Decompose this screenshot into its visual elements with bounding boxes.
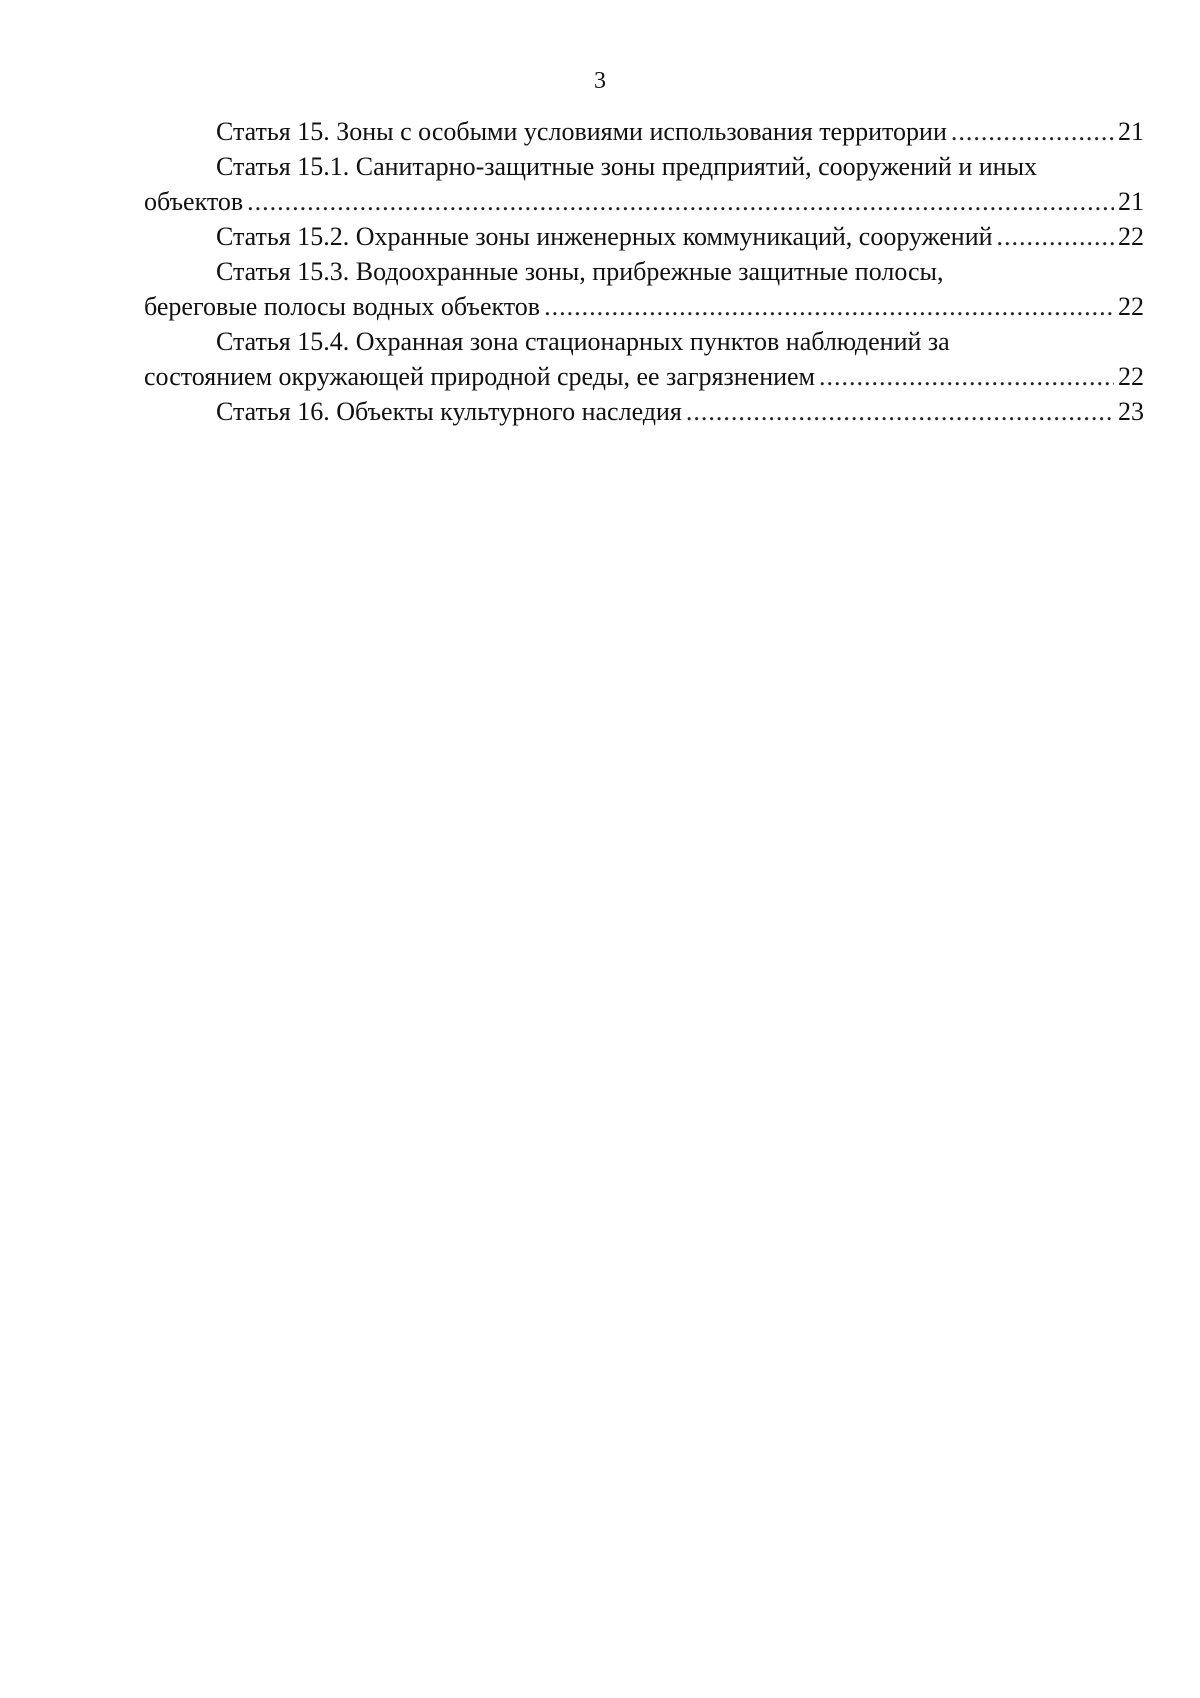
toc-page-ref: 22 — [1118, 292, 1144, 321]
toc-entry-article-15-3 — [144, 254, 1144, 324]
table-of-contents — [144, 114, 1144, 429]
dot-leader — [951, 114, 1114, 149]
dot-leader — [247, 184, 1114, 219]
toc-page-ref: 22 — [1118, 362, 1144, 391]
dot-leader — [544, 289, 1114, 324]
toc-entry-title-line-2: состоянием окружающей природной среды, ее загрязнением — [144, 362, 816, 391]
toc-entry-title: Статья 15. Зоны с особыми условиями использования территории — [216, 117, 947, 146]
toc-entry-article-15 — [144, 114, 1144, 149]
toc-page-ref: 21 — [1118, 117, 1144, 146]
toc-entry-article-15-1 — [144, 149, 1144, 219]
toc-entry-title-line-1: Статья 15.4. Охранная зона стационарных пунктов наблюдений за — [216, 327, 950, 356]
toc-entry-article-15-4 — [144, 324, 1144, 394]
dot-leader — [819, 359, 1114, 394]
toc-entry-title-line-1: Статья 15.1. Санитарно-защитные зоны предприятий, сооружений и иных — [216, 152, 1038, 181]
dot-leader — [686, 394, 1114, 429]
toc-entry-title-line-2: береговые полосы водных объектов — [144, 292, 541, 321]
toc-entry-article-15-2 — [144, 219, 1144, 254]
page-number: 3 — [594, 68, 606, 94]
toc-entry-title-line-1: Статья 15.3. Водоохранные зоны, прибрежные защитные полосы, — [216, 257, 944, 286]
toc-page-ref: 21 — [1118, 187, 1144, 216]
toc-page-ref: 23 — [1118, 397, 1144, 426]
toc-page-ref: 22 — [1118, 222, 1144, 251]
toc-entry-title: Статья 15.2. Охранные зоны инженерных коммуникаций, сооружений — [216, 222, 993, 251]
toc-entry-title: Статья 16. Объекты культурного наследия — [216, 397, 682, 426]
dot-leader — [997, 219, 1114, 254]
toc-entry-article-16 — [144, 394, 1144, 429]
toc-entry-title-line-2: объектов — [144, 187, 244, 216]
